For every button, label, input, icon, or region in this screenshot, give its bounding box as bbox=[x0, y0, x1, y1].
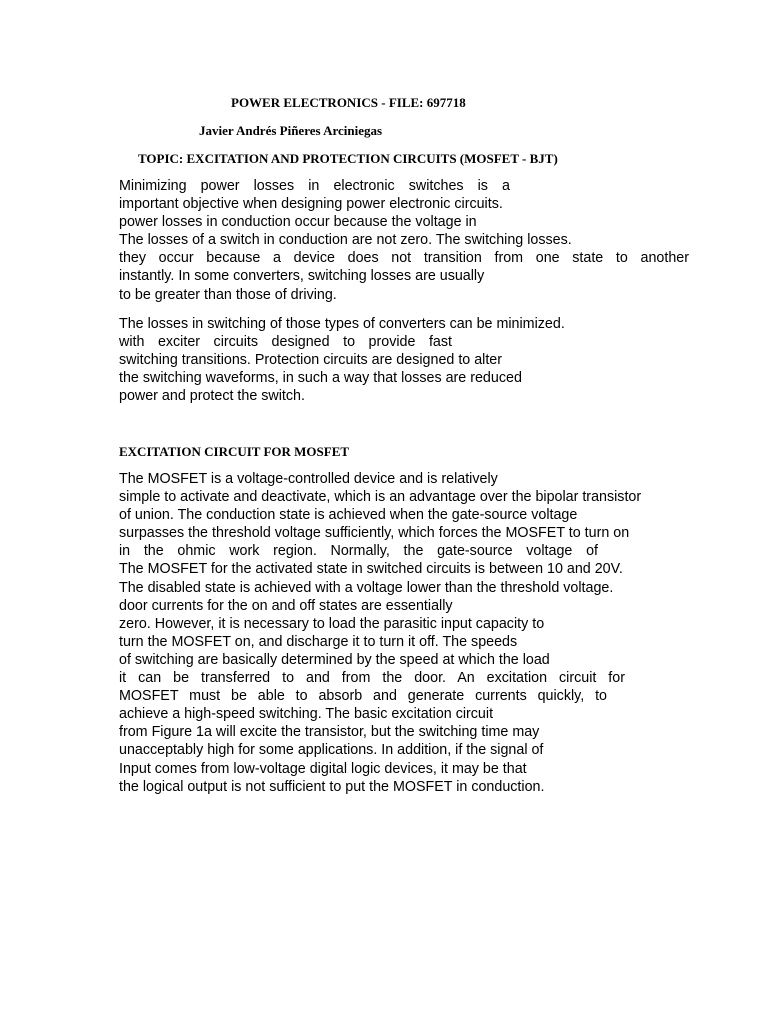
paragraph-line: MOSFET must be able to absorb and generate currents quickly, to bbox=[119, 688, 607, 705]
paragraph-line: The MOSFET is a voltage-controlled device and is relatively bbox=[119, 471, 498, 487]
paragraph-line: The MOSFET for the activated state in switched circuits is between 10 and 20V. bbox=[119, 561, 623, 578]
paragraph-line: it can be transferred to and from the door. An excitation circuit for bbox=[119, 670, 625, 687]
document-title: POWER ELECTRONICS - FILE: 697718 bbox=[231, 95, 466, 110]
paragraph-line: they occur because a device does not transition from one state to another bbox=[119, 250, 689, 267]
paragraph-line: simple to activate and deactivate, which is an advantage over the bipolar transistor bbox=[119, 489, 642, 506]
paragraph-line: Input comes from low-voltage digital logic devices, it may be that bbox=[119, 760, 527, 777]
paragraph-line: in the ohmic work region. Normally, the gate-source voltage of bbox=[119, 543, 598, 560]
author-name: Javier Andrés Piñeres Arciniegas bbox=[199, 123, 383, 138]
paragraph-line: The losses in switching of those types of converters can be minimized. bbox=[119, 316, 565, 332]
paragraph-line: switching transitions. Protection circuits are designed to alter bbox=[119, 352, 503, 369]
paragraph-line: power and protect the switch. bbox=[119, 388, 305, 405]
paragraph-line: The losses of a switch in conduction are not zero. The switching losses. bbox=[119, 232, 572, 249]
paragraph-line: to be greater than those of driving. bbox=[119, 286, 337, 303]
paragraph-line: door currents for the on and off states are essentially bbox=[119, 597, 453, 614]
paragraph-line: of switching are basically determined by the speed at which the load bbox=[119, 651, 550, 668]
paragraph-line: turn the MOSFET on, and discharge it to turn it off. The speeds bbox=[119, 633, 518, 650]
paragraph-line: the switching waveforms, in such a way that losses are reduced bbox=[119, 370, 522, 387]
paragraph-line: from Figure 1a will excite the transistor, but the switching time may bbox=[119, 724, 540, 741]
topic-heading: TOPIC: EXCITATION AND PROTECTION CIRCUITS (MOSFET - BJT) bbox=[138, 151, 558, 166]
paragraph-line: instantly. In some converters, switching losses are usually bbox=[119, 268, 485, 285]
intro-paragraph bbox=[119, 177, 689, 304]
paragraph-line: Minimizing power losses in electronic switches is a bbox=[119, 178, 510, 194]
paragraph-line: power losses in conduction occur because the voltage in bbox=[119, 214, 477, 231]
paragraph-line: important objective when designing power electronic circuits. bbox=[119, 196, 503, 213]
section-heading: EXCITATION CIRCUIT FOR MOSFET bbox=[119, 444, 350, 459]
mosfet-paragraph bbox=[119, 470, 641, 796]
paragraph-line: with exciter circuits designed to provide fast bbox=[119, 334, 452, 351]
paragraph-line: zero. However, it is necessary to load the parasitic input capacity to bbox=[119, 615, 545, 632]
paragraph-line: achieve a high-speed switching. The basic excitation circuit bbox=[119, 706, 494, 723]
paragraph-line: unacceptably high for some applications. In addition, if the signal of bbox=[119, 742, 544, 759]
paragraph-line: of union. The conduction state is achieved when the gate-source voltage bbox=[119, 507, 578, 524]
losses-paragraph bbox=[119, 315, 565, 405]
paragraph-line: The disabled state is achieved with a voltage lower than the threshold voltage. bbox=[119, 579, 614, 596]
paragraph-line: the logical output is not sufficient to put the MOSFET in conduction. bbox=[119, 778, 545, 795]
paragraph-line: surpasses the threshold voltage sufficiently, which forces the MOSFET to turn on bbox=[119, 525, 630, 542]
